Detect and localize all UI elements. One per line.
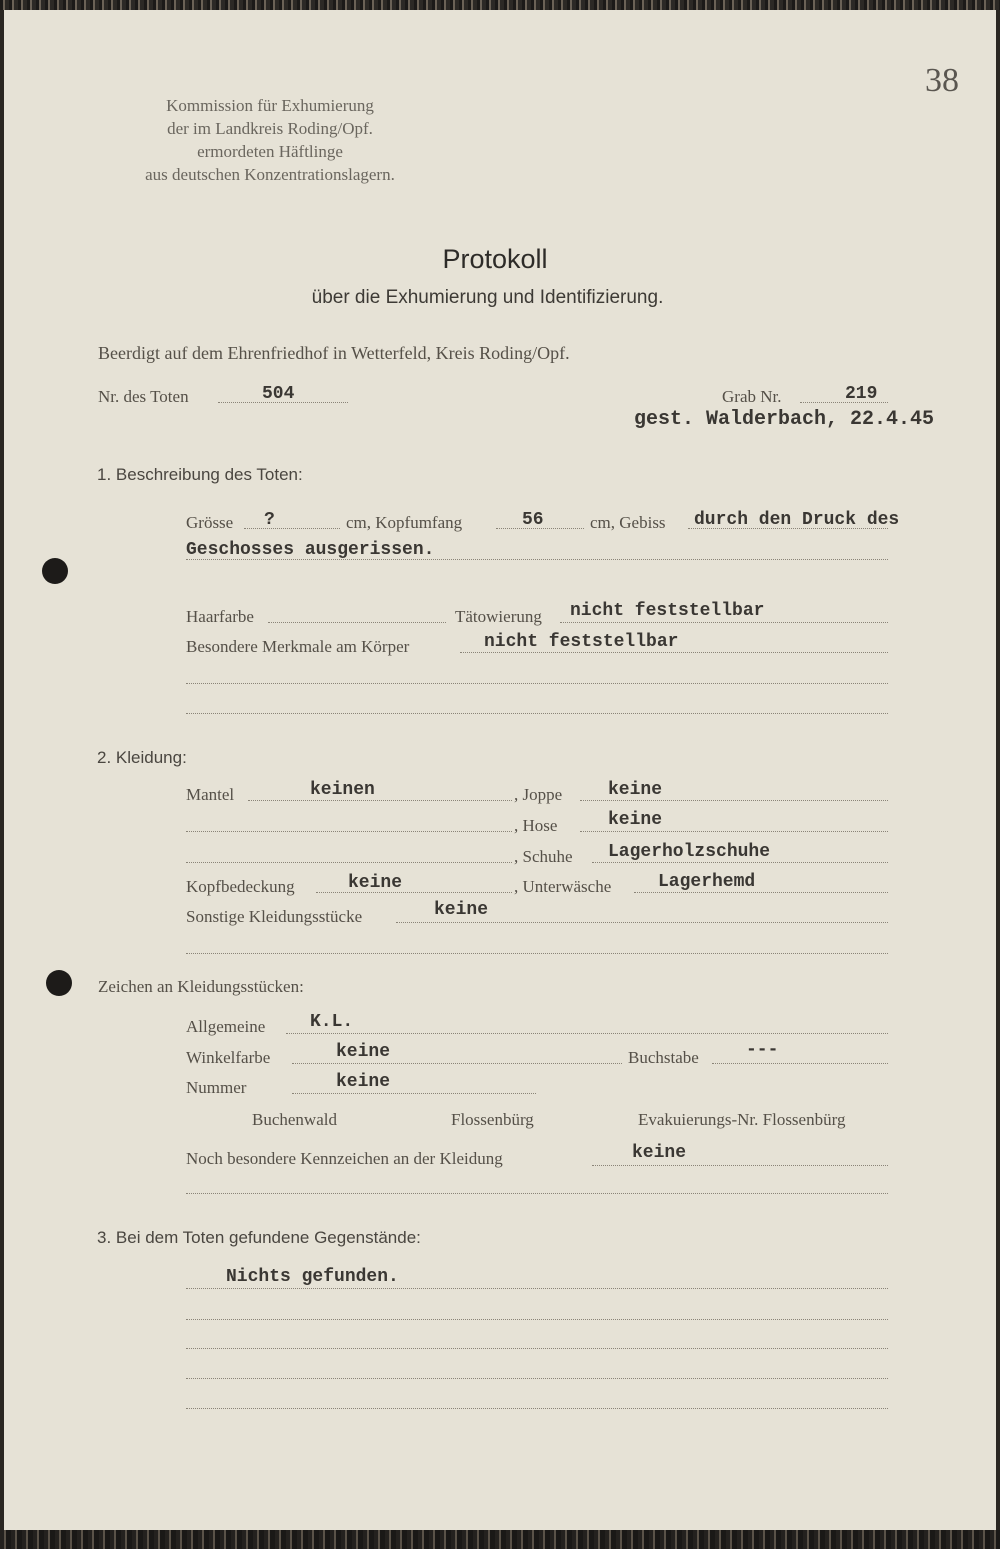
merkmale-label: Besondere Merkmale am Körper (186, 637, 410, 656)
col-buchenwald: Buchenwald (252, 1110, 337, 1129)
punch-hole (42, 558, 68, 584)
commission-line: Kommission für Exhumierung (166, 96, 374, 115)
section-1-heading: 1. Beschreibung des Toten: (97, 465, 303, 484)
sonstige-label: Sonstige Kleidungsstücke (186, 907, 363, 926)
grab-value: 219 (845, 384, 878, 404)
kopfbedeckung-label: Kopfbedeckung (186, 877, 295, 896)
merkmale-value: nicht feststellbar (484, 632, 679, 652)
scan-edge-bottom (0, 1530, 1000, 1549)
joppe-label: , Joppe (514, 785, 563, 804)
col-evakuierung: Evakuierungs-Nr. Flossenbürg (638, 1110, 846, 1129)
kopfumfang-value: 56 (522, 510, 544, 530)
form-page (4, 10, 996, 1530)
noch-value: keine (632, 1143, 687, 1163)
nummer-label: Nummer (186, 1078, 247, 1097)
page-number: 38 (925, 62, 959, 99)
commission-header (110, 94, 430, 186)
sonstige-value: keine (434, 900, 489, 920)
haarfarbe-label: Haarfarbe (186, 607, 254, 626)
section-2-heading: 2. Kleidung: (97, 748, 187, 767)
col-flossenbuerg: Flossenbürg (451, 1110, 534, 1129)
commission-line: der im Landkreis Roding/Opf. (167, 119, 373, 138)
gebiss-value-line2: Geschosses ausgerissen. (186, 540, 435, 560)
hose-label: , Hose (514, 816, 558, 835)
cm-gebiss-label: cm, Gebiss (590, 513, 666, 532)
kopfbedeckung-value: keine (348, 873, 403, 893)
groesse-label: Grösse (186, 513, 234, 532)
page-title: Protokoll (442, 244, 548, 274)
nummer-value: keine (336, 1072, 391, 1092)
schuhe-value: Lagerholzschuhe (608, 842, 771, 862)
punch-hole (46, 970, 72, 996)
gebiss-value: durch den Druck des (694, 510, 900, 530)
taetowierung-value: nicht feststellbar (570, 601, 765, 621)
winkelfarbe-value: keine (336, 1042, 391, 1062)
nr-value: 504 (262, 384, 295, 404)
unterwaesche-value: Lagerhemd (658, 872, 756, 892)
allgemeine-label: Allgemeine (186, 1017, 266, 1036)
commission-line: aus deutschen Konzentrationslagern. (145, 165, 395, 184)
scan-edge-top (0, 0, 1000, 10)
mantel-label: Mantel (186, 785, 235, 804)
burial-line: Beerdigt auf dem Ehrenfriedhof in Wetterfeld, Kreis Roding/Opf. (98, 343, 570, 363)
grab-label: Grab Nr. (722, 387, 782, 406)
hose-value: keine (608, 810, 663, 830)
unterwaesche-label: , Unterwäsche (514, 877, 612, 896)
buchstabe-value: --- (746, 1040, 779, 1060)
buchstabe-label: Buchstabe (628, 1048, 699, 1067)
death-note: gest. Walderbach, 22.4.45 (634, 408, 935, 431)
gegenstaende-value: Nichts gefunden. (226, 1267, 399, 1287)
winkelfarbe-label: Winkelfarbe (186, 1048, 271, 1067)
schuhe-label: , Schuhe (514, 847, 573, 866)
groesse-value: ? (264, 510, 275, 530)
section-3-heading: 3. Bei dem Toten gefundene Gegenstände: (97, 1228, 421, 1247)
mantel-value: keinen (310, 780, 375, 800)
page-subtitle: über die Exhumierung und Identifizierung. (311, 287, 664, 308)
noch-label: Noch besondere Kennzeichen an der Kleidung (186, 1149, 503, 1168)
taetowierung-label: Tätowierung (455, 607, 542, 626)
allgemeine-value: K.L. (310, 1012, 354, 1032)
commission-line: ermordeten Häftlinge (197, 142, 343, 161)
nr-label: Nr. des Toten (98, 387, 189, 406)
joppe-value: keine (608, 780, 663, 800)
cm-kopfumfang-label: cm, Kopfumfang (346, 513, 463, 532)
zeichen-heading: Zeichen an Kleidungsstücken: (98, 977, 304, 996)
